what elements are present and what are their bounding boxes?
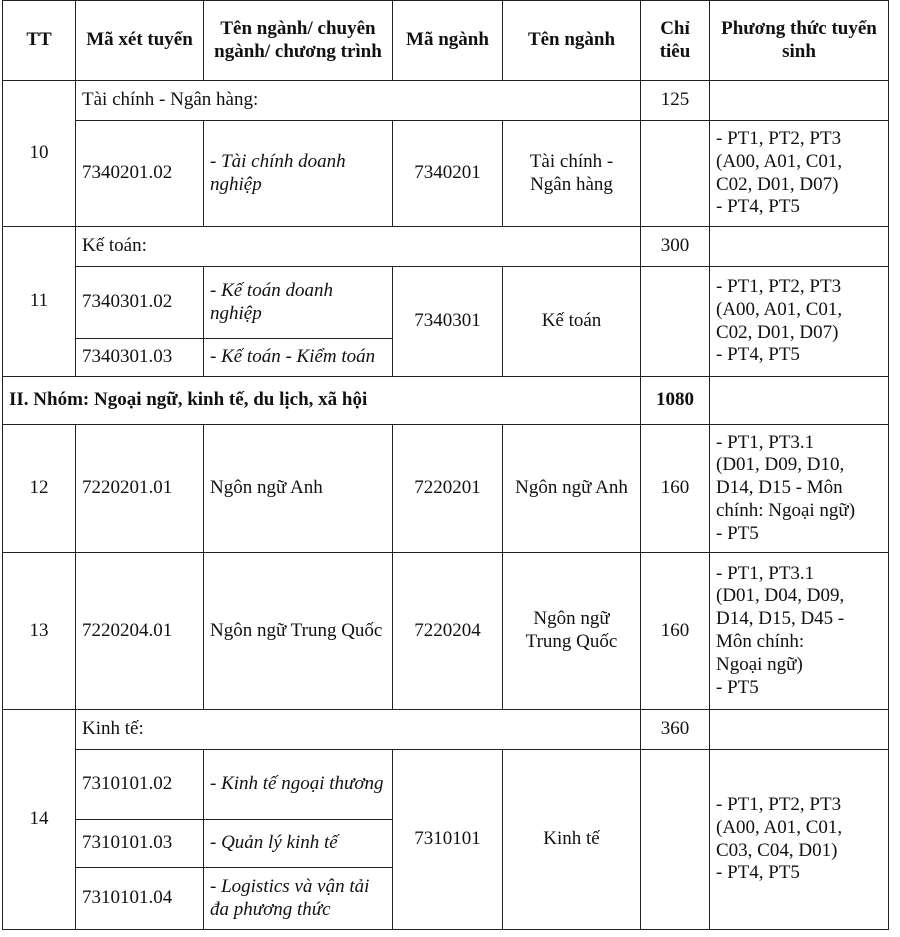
program-code: 7310101.03	[76, 820, 204, 868]
admission-method: - PT1, PT3.1 (D01, D04, D09, D14, D15, D45 - Môn chính: Ngoại ngữ) - PT5	[710, 553, 889, 710]
program-code: 7220204.01	[76, 553, 204, 710]
program-name: - Kinh tế ngoại thương	[204, 750, 393, 820]
admission-method: - PT1, PT2, PT3 (A00, A01, C01, C03, C04, D01) - PT4, PT5	[710, 750, 889, 930]
table-row	[3, 553, 889, 710]
row-tt: 11	[3, 227, 76, 377]
quota: 160	[641, 553, 710, 710]
header-phuong-thuc: Phương thức tuyển sinh	[710, 1, 889, 81]
table-row	[3, 121, 889, 227]
section-row	[3, 377, 889, 425]
program-code: 7340301.02	[76, 267, 204, 339]
major-code: 7340301	[393, 267, 503, 377]
program-name: - Kế toán doanh nghiệp	[204, 267, 393, 339]
row-tt: 10	[3, 81, 76, 227]
program-name: Ngôn ngữ Trung Quốc	[204, 553, 393, 710]
admission-method: - PT1, PT2, PT3 (A00, A01, C01, C02, D01, D07) - PT4, PT5	[710, 267, 889, 377]
major-name: Ngôn ngữ Trung Quốc	[503, 553, 641, 710]
admission-method: - PT1, PT3.1 (D01, D09, D10, D14, D15 - Môn chính: Ngoại ngữ) - PT5	[710, 425, 889, 553]
group-name: Tài chính - Ngân hàng:	[76, 81, 641, 121]
row-tt: 14	[3, 710, 76, 930]
major-code: 7310101	[393, 750, 503, 930]
section-title: II. Nhóm: Ngoại ngữ, kinh tế, du lịch, xã hội	[3, 377, 641, 425]
table-row	[3, 81, 889, 121]
empty-cell	[710, 81, 889, 121]
table-row	[3, 710, 889, 750]
program-name: - Tài chính doanh nghiệp	[204, 121, 393, 227]
major-name: Ngôn ngữ Anh	[503, 425, 641, 553]
header-tt: TT	[3, 1, 76, 81]
header-ma-nganh: Mã ngành	[393, 1, 503, 81]
admission-method: - PT1, PT2, PT3 (A00, A01, C01, C02, D01, D07) - PT4, PT5	[710, 121, 889, 227]
group-quota: 125	[641, 81, 710, 121]
section-quota: 1080	[641, 377, 710, 425]
empty-cell	[710, 227, 889, 267]
program-code: 7340301.03	[76, 339, 204, 377]
group-name: Kế toán:	[76, 227, 641, 267]
header-ma-xet-tuyen: Mã xét tuyển	[76, 1, 204, 81]
program-code: 7310101.04	[76, 868, 204, 930]
group-quota: 360	[641, 710, 710, 750]
table-row	[3, 267, 889, 339]
header-ten-chuyen-nganh: Tên ngành/ chuyên ngành/ chương trình	[204, 1, 393, 81]
major-name: Kinh tế	[503, 750, 641, 930]
header-ten-nganh: Tên ngành	[503, 1, 641, 81]
empty-cell	[641, 750, 710, 930]
program-name: Ngôn ngữ Anh	[204, 425, 393, 553]
header-row	[3, 1, 889, 81]
major-code: 7220204	[393, 553, 503, 710]
empty-cell	[710, 710, 889, 750]
major-code: 7220201	[393, 425, 503, 553]
empty-cell	[641, 267, 710, 377]
major-code: 7340201	[393, 121, 503, 227]
quota: 160	[641, 425, 710, 553]
group-name: Kinh tế:	[76, 710, 641, 750]
program-name: - Quản lý kinh tế	[204, 820, 393, 868]
program-code: 7340201.02	[76, 121, 204, 227]
table-row	[3, 227, 889, 267]
admissions-table	[2, 0, 889, 930]
empty-cell	[710, 377, 889, 425]
major-name: Tài chính - Ngân hàng	[503, 121, 641, 227]
table-row	[3, 750, 889, 820]
group-quota: 300	[641, 227, 710, 267]
program-code: 7310101.02	[76, 750, 204, 820]
program-code: 7220201.01	[76, 425, 204, 553]
major-name: Kế toán	[503, 267, 641, 377]
program-name: - Logistics và vận tải đa phương thức	[204, 868, 393, 930]
row-tt: 12	[3, 425, 76, 553]
table-row	[3, 425, 889, 553]
empty-cell	[641, 121, 710, 227]
program-name: - Kế toán - Kiểm toán	[204, 339, 393, 377]
row-tt: 13	[3, 553, 76, 710]
header-chi-tieu: Chỉ tiêu	[641, 1, 710, 81]
